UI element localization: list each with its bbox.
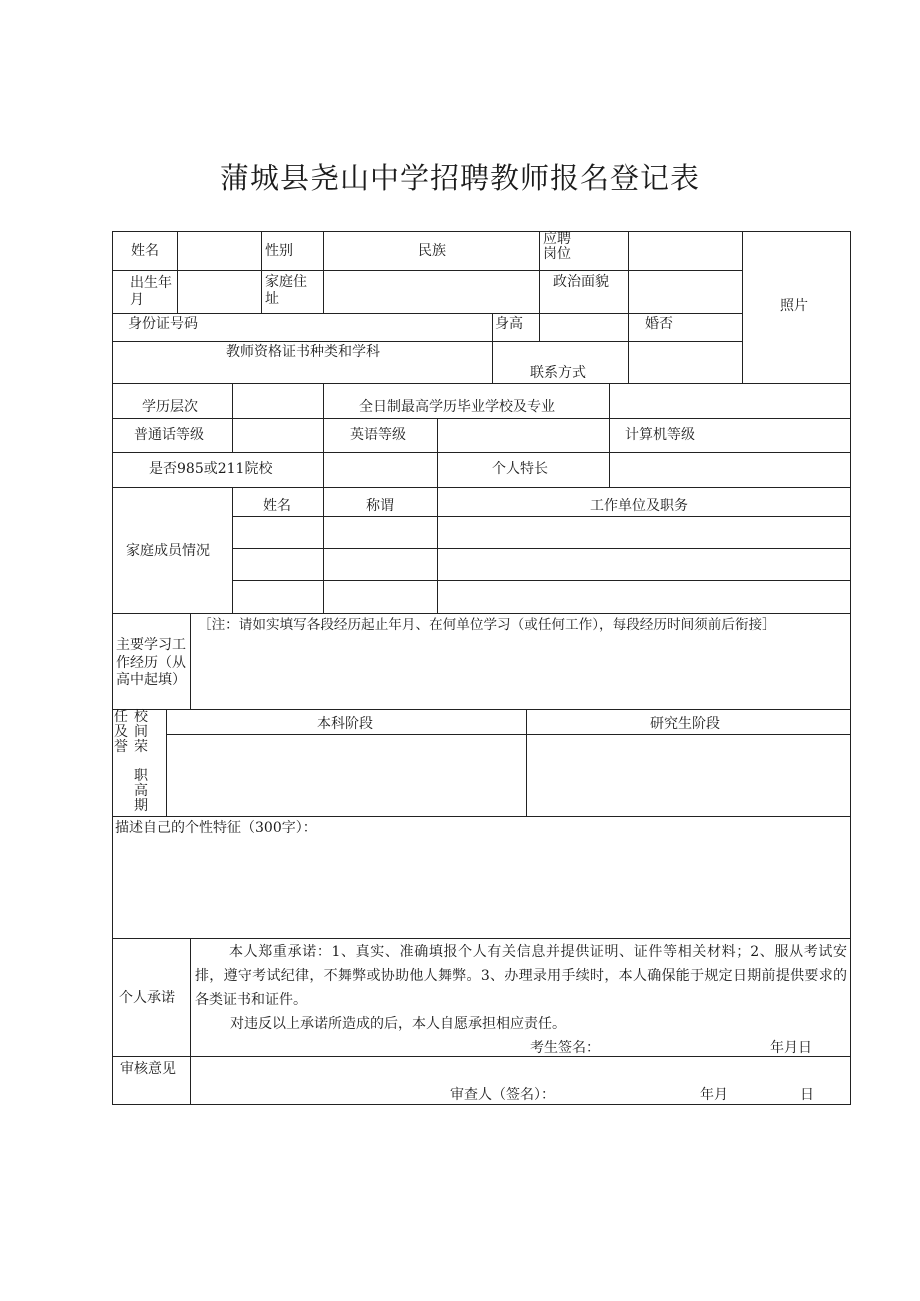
label-post: 应聘岗位	[543, 231, 571, 262]
label-cert: 教师资格证书种类和学科	[226, 344, 380, 360]
label-985-211: 是否985或211院校	[149, 461, 273, 477]
label-gender: 性别	[265, 243, 293, 259]
label-family-work: 工作单位及职务	[590, 498, 688, 514]
label-political: 政治面貌	[553, 274, 609, 290]
label-idcard: 身份证号码	[128, 316, 198, 332]
label-photo: 照片	[780, 298, 808, 314]
label-sign-date: 年月日	[770, 1040, 812, 1056]
form-title: 蒲城县尧山中学招聘教师报名登记表	[219, 161, 700, 195]
label-family-relation: 称谓	[366, 498, 394, 514]
label-height: 身高	[495, 316, 523, 332]
label-computer: 计算机等级	[625, 427, 695, 443]
label-family-name: 姓名	[263, 498, 291, 514]
promise-text-liability: 对违反以上承诺所造成的后，本人自愿承担相应责任。	[230, 1016, 566, 1032]
label-family: 家庭成员情况	[126, 543, 210, 559]
label-mandarin: 普通话等级	[134, 427, 204, 443]
label-graduate: 研究生阶段	[650, 716, 720, 732]
label-reviewer-signature: 审查人（签名）：	[450, 1087, 555, 1103]
label-experience: 主要学习工作经历（从高中起填）	[116, 637, 186, 688]
label-describe: 描述自己的个性特征（300字）：	[115, 820, 317, 836]
label-edu-level: 学历层次	[142, 399, 198, 415]
label-marital: 婚否	[645, 316, 673, 332]
label-specialty: 个人特长	[492, 461, 548, 477]
label-english: 英语等级	[350, 427, 406, 443]
experience-note: ［注：请如实填写各段经历起止年月、在何单位学习（或任何工作），每段经历时间须前后衔接］	[198, 617, 776, 633]
label-address: 家庭住址	[265, 274, 307, 307]
label-review-month: 年月	[700, 1087, 728, 1103]
label-candidate-signature: 考生签名：	[530, 1040, 600, 1056]
promise-text: 本人郑重承诺：1、真实、准确填报个人有关信息并提供证明、证件等相关材料；2、服从考试安排，遵守考试纪律，不舞弊或协助他人舞弊。3、办理录用手续时，本人确保能于规定日期前提供要求的各类证书和证件。	[195, 944, 847, 1008]
label-undergrad: 本科阶段	[317, 716, 373, 732]
label-honors-col3: 职高期	[134, 768, 148, 814]
label-ethnicity: 民族	[418, 243, 446, 259]
label-honors-col1: 任及誉	[114, 709, 128, 755]
label-name: 姓名	[131, 243, 159, 259]
label-review-day: 日	[800, 1087, 814, 1103]
label-contact: 联系方式	[530, 365, 586, 381]
label-school-major: 全日制最高学历毕业学校及专业	[359, 399, 555, 415]
label-birth: 出生年月	[130, 275, 172, 308]
label-review: 审核意见	[120, 1061, 176, 1077]
label-promise: 个人承诺	[119, 990, 175, 1006]
label-honors-col2: 校间荣	[134, 709, 148, 755]
